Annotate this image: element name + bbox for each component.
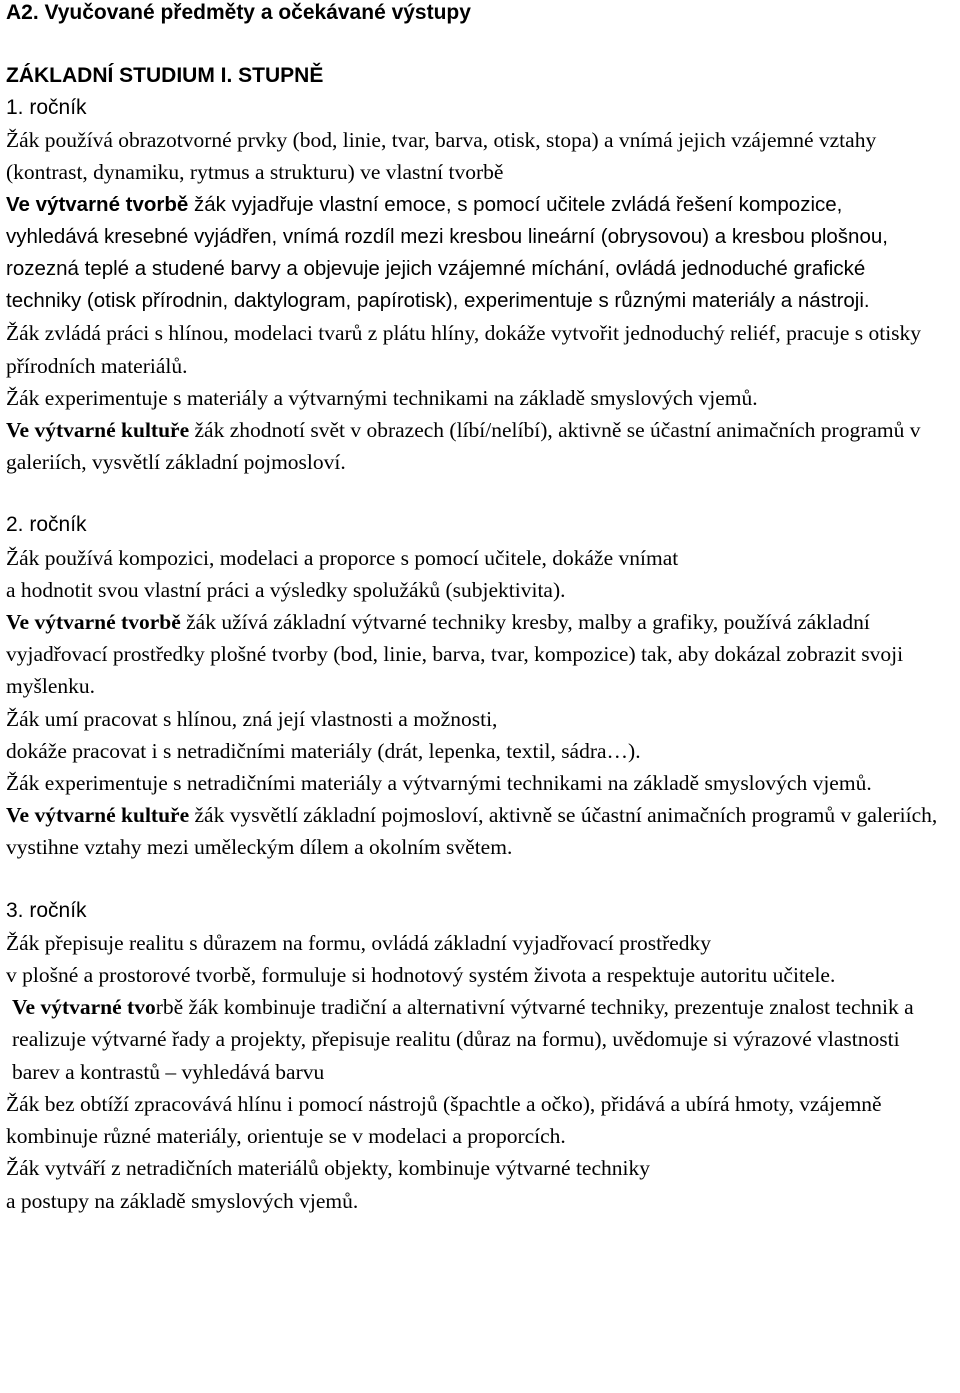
grade-3-section bbox=[6, 895, 960, 1217]
section-spacer bbox=[6, 864, 960, 895]
grade-3-paragraph-3: Žák bez obtíží zpracovává hlínu i pomocí nástrojů (špachtle a očko), přidává a ubírá hmoty, vzájemně kombinuje různé materiály, orientuje se v modelaci a proporcích. bbox=[6, 1091, 882, 1149]
grade-1-culture-label: Ve výtvarné kultuře bbox=[6, 418, 190, 443]
grade-3-creation-label: Ve výtvarné tvo bbox=[12, 995, 156, 1020]
grade-1-paragraph-1: Žák používá obrazotvorné prvky (bod, linie, tvar, barva, otisk, stopa) a vnímá jejich vzájemné vztahy (kontrast, dynamiku, rytmus a strukturu) ve vlastní tvorbě bbox=[6, 128, 877, 185]
grade-1-culture-text: žák zhodnotí svět v obrazech (líbí/nelíbí), aktivně se účastní animačních programů v galeriích, vysvětlí základní pojmosloví. bbox=[6, 418, 921, 475]
grade-2-culture-text: žák vysvětlí základní pojmosloví, aktivně se účastní animačních programů v galeriích, vystihne vztahy mezi uměleckým dílem a okolním světem. bbox=[6, 803, 938, 860]
grade-3-paragraph-4-line-1: Žák vytváří z netradičních materiálů objekty, kombinuje výtvarné techniky bbox=[6, 1156, 650, 1181]
grade-1-title: 1. ročník bbox=[6, 96, 87, 119]
grade-3-paragraph-2 bbox=[6, 991, 960, 1088]
grade-1-creation-text: žák vyjadřuje vlastní emoce, s pomocí učitele zvládá řešení kompozice, vyhledává kresebné vyjádřen, vnímá rozdíl mezi kresbou lineární (obrysovou) a kresbou plošnou, rozezná teplé a studené barvy a objevuje jejich vzájemné míchání, ovládá jednoduché grafické techniky (otisk přírodnin, daktylogram, papírotisk), experimentuje s různými materiály a nástroji. bbox=[6, 192, 888, 313]
grade-1-paragraph-2 bbox=[6, 189, 960, 318]
grade-1-paragraph-5 bbox=[6, 414, 960, 478]
grade-3-creation-text: rbě žák kombinuje tradiční a alternativní výtvarné techniky, prezentuje znalost technik a realizuje výtvarné řady a projekty, přepisuje realitu (důraz na formu), uvědomuje si výrazové vlastnosti barev a kontrastů – vyhledává barvu bbox=[12, 995, 914, 1084]
grade-2-paragraph-1-line-2: a hodnotit svou vlastní práci a výsledky spolužáků (subjektivita). bbox=[6, 577, 566, 602]
grade-2-creation-label: Ve výtvarné tvorbě bbox=[6, 610, 181, 635]
grade-3-paragraph-4-line-2: a postupy na základě smyslových vjemů. bbox=[6, 1188, 359, 1213]
grade-2-creation-text: žák užívá základní výtvarné techniky kresby, malby a grafiky, používá základní vyjadřovací prostředky plošné tvorby (bod, linie, barva, tvar, kompozice) tak, aby dokázal zobrazit svoji myšlenku. bbox=[6, 610, 904, 699]
grade-1-paragraph-4: Žák experimentuje s materiály a výtvarnými technikami na základě smyslových vjemů. bbox=[6, 385, 758, 410]
grade-3-paragraph-1-line-1: Žák přepisuje realitu s důrazem na formu, ovládá základní vyjadřovací prostředky bbox=[6, 930, 712, 955]
section-spacer bbox=[6, 478, 960, 509]
grade-2-culture-label: Ve výtvarné kultuře bbox=[6, 803, 190, 828]
grade-3-title: 3. ročník bbox=[6, 898, 87, 922]
study-title: ZÁKLADNÍ STUDIUM I. STUPNĚ bbox=[6, 64, 324, 87]
grade-1-creation-label: Ve výtvarné tvorbě bbox=[6, 192, 189, 216]
grade-2-paragraph-3-line-2: dokáže pracovat i s netradičními materiály (drát, lepenka, textil, sádra…). bbox=[6, 738, 641, 763]
grade-2-paragraph-1-line-1: Žák používá kompozici, modelaci a proporce s pomocí učitele, dokáže vnímat bbox=[6, 545, 679, 570]
grade-1-paragraph-3: Žák zvládá práci s hlínou, modelaci tvarů z plátu hlíny, dokáže vytvořit jednoduchý reliéf, pracuje s otisky přírodních materiálů. bbox=[6, 321, 922, 378]
grade-1-section bbox=[6, 92, 960, 478]
grade-2-paragraph-2 bbox=[6, 606, 960, 703]
grade-2-paragraph-4: Žák experimentuje s netradičními materiály a výtvarnými technikami na základě smyslových vjemů. bbox=[6, 771, 872, 796]
grade-2-section bbox=[6, 509, 960, 863]
section-title: A2. Vyučované předměty a očekávané výstupy bbox=[6, 1, 471, 24]
grade-2-paragraph-5 bbox=[6, 799, 960, 863]
grade-3-paragraph-1-line-2: v plošné a prostorové tvorbě, formuluje si hodnotový systém života a respektuje autoritu učitele. bbox=[6, 963, 836, 988]
grade-2-paragraph-3-line-1: Žák umí pracovat s hlínou, zná její vlastnosti a možnosti, bbox=[6, 706, 498, 731]
grade-2-title: 2. ročník bbox=[6, 513, 87, 537]
